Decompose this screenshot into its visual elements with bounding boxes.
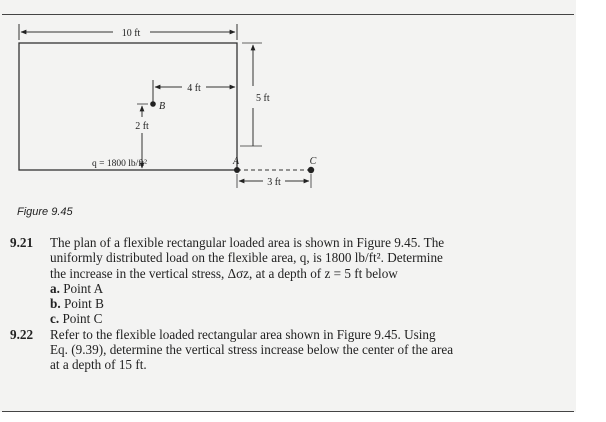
problem-text-line: The plan of a flexible rectangular loaded area is shown in Figure 9.45. The: [50, 235, 445, 250]
problem-9-22: [10, 327, 570, 373]
option-letter: a.: [50, 280, 60, 296]
option-letter: b.: [50, 296, 61, 312]
point-c-marker: [308, 167, 314, 173]
bottom-rule: [2, 411, 574, 412]
point-a-marker: [234, 167, 240, 173]
problem-text-line: Refer to the flexible loaded rectangular area shown in Figure 9.45. Using: [50, 326, 436, 342]
problem-number: 9.21: [10, 235, 34, 250]
problem-text-line: at a depth of 15 ft.: [50, 357, 147, 373]
dim-3ft-label: 3 ft: [267, 177, 281, 188]
option-letter: c.: [50, 311, 60, 327]
problem-text-line: Eq. (9.39), determine the vertical stress increase below the center of the area: [50, 342, 454, 358]
problem-text-line: uniformly distributed load on the flexible area, q, is 1800 lb/ft². Determine: [50, 250, 443, 266]
point-b-marker: [150, 101, 156, 107]
problem-9-21: [10, 235, 570, 327]
point-c-label: C: [309, 156, 317, 167]
dim-4ft-label: 4 ft: [187, 83, 201, 94]
option-text: Point A: [63, 280, 104, 296]
point-b-label: B: [159, 101, 166, 112]
option-text: Point C: [62, 311, 103, 327]
problem-option: [50, 296, 570, 311]
problem-number: 9.22: [10, 326, 34, 342]
dim-5ft-label: 5 ft: [256, 93, 270, 104]
problem-text-line: the increase in the vertical stress, Δσz, at a depth of z = 5 ft below: [50, 265, 398, 281]
figure-caption: Figure 9.45: [17, 206, 73, 218]
loaded-area-rectangle: [19, 43, 237, 170]
point-a-label: A: [232, 156, 240, 167]
dim-2ft-label: 2 ft: [135, 121, 149, 132]
problem-list: [10, 235, 570, 373]
option-text: Point B: [63, 296, 104, 312]
problem-option: [50, 311, 570, 326]
problem-option: [50, 281, 570, 296]
load-label: q = 1800 lb/ft²: [92, 159, 147, 169]
dim-10ft-label: 10 ft: [121, 28, 141, 39]
